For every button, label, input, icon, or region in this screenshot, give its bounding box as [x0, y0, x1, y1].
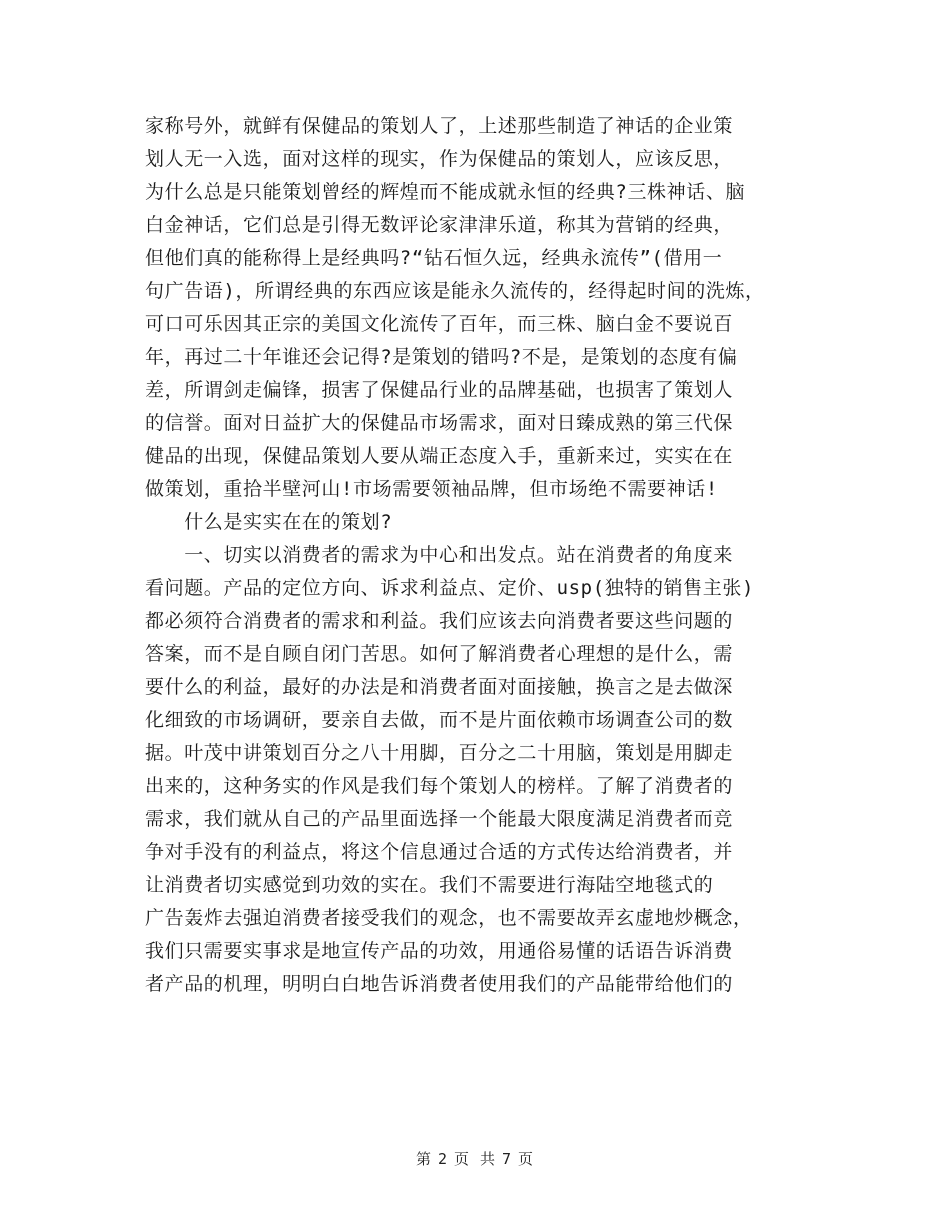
- text-line: 家称号外，就鲜有保健品的策划人了，上述那些制造了神话的企业策: [145, 115, 734, 137]
- text-line: 争对手没有的利益点，将这个信息通过合适的方式传达给消费者，并: [145, 841, 734, 863]
- text-line: 一、切实以消费者的需求为中心和出发点。站在消费者的角度来: [145, 544, 734, 566]
- footer-suffix: 页: [518, 1150, 535, 1168]
- text-line: 出来的，这种务实的作风是我们每个策划人的榜样。了解了消费者的: [145, 775, 734, 797]
- page-footer: [0, 1148, 950, 1169]
- text-line: 差，所谓剑走偏锋，损害了保健品行业的品牌基础，也损害了策划人: [145, 379, 734, 401]
- text-line: 健品的出现，保健品策划人要从端正态度入手，重新来过，实实在在: [145, 445, 734, 467]
- text-line: 看问题。产品的定位方向、诉求利益点、定价、usp(独特的销售主张): [145, 577, 754, 599]
- text-line: 句广告语)，所谓经典的东西应该是能永久流传的，经得起时间的洗炼，: [145, 280, 765, 302]
- text-line: 可口可乐因其正宗的美国文化流传了百年，而三株、脑白金不要说百: [145, 313, 734, 335]
- text-line: 年，再过二十年谁还会记得?是策划的错吗?不是，是策划的态度有偏: [145, 346, 738, 368]
- text-line: 划人无一入选，面对这样的现实，作为保健品的策划人，应该反思，: [145, 148, 734, 170]
- text-line: 让消费者切实感觉到功效的实在。我们不需要进行海陆空地毯式的: [145, 874, 714, 896]
- text-line: 做策划，重拾半壁河山!市场需要领袖品牌，但市场绝不需要神话!: [145, 478, 718, 500]
- text-line: 的信誉。面对日益扩大的保健品市场需求，面对日臻成熟的第三代保: [145, 412, 734, 434]
- body-text: [145, 110, 825, 1001]
- text-line: 需求，我们就从自己的产品里面选择一个能最大限度满足消费者而竞: [145, 808, 734, 830]
- text-line: 为什么总是只能策划曾经的辉煌而不能成就永恒的经典?三株神话、脑: [145, 181, 746, 203]
- text-line: 但他们真的能称得上是经典吗?“钻石恒久远，经典永流传”(借用一: [145, 247, 723, 269]
- text-line: 白金神话，它们总是引得无数评论家津津乐道，称其为营销的经典，: [145, 214, 734, 236]
- footer-middle: 页 共: [453, 1150, 497, 1168]
- total-pages-number: 7: [502, 1150, 513, 1168]
- footer-prefix: 第: [415, 1150, 432, 1168]
- text-line: 化细致的市场调研，要亲自去做，而不是片面依赖市场调查公司的数: [145, 709, 734, 731]
- text-line: 答案，而不是自顾自闭门苦思。如何了解消费者心理想的是什么，需: [145, 643, 734, 665]
- text-line: 都必须符合消费者的需求和利益。我们应该去向消费者要这些问题的: [145, 610, 734, 632]
- text-line: 据。叶茂中讲策划百分之八十用脚，百分之二十用脑，策划是用脚走: [145, 742, 734, 764]
- text-line: 者产品的机理，明明白白地告诉消费者使用我们的产品能带给他们的: [145, 973, 734, 995]
- text-line: 广告轰炸去强迫消费者接受我们的观念，也不需要故弄玄虚地炒概念，: [145, 907, 753, 929]
- text-line: 我们只需要实事求是地宣传产品的功效，用通俗易懂的话语告诉消费: [145, 940, 734, 962]
- section-heading: 什么是实实在在的策划?: [145, 511, 393, 533]
- text-line: 要什么的利益，最好的办法是和消费者面对面接触，换言之是去做深: [145, 676, 734, 698]
- current-page-number: 2: [437, 1150, 448, 1168]
